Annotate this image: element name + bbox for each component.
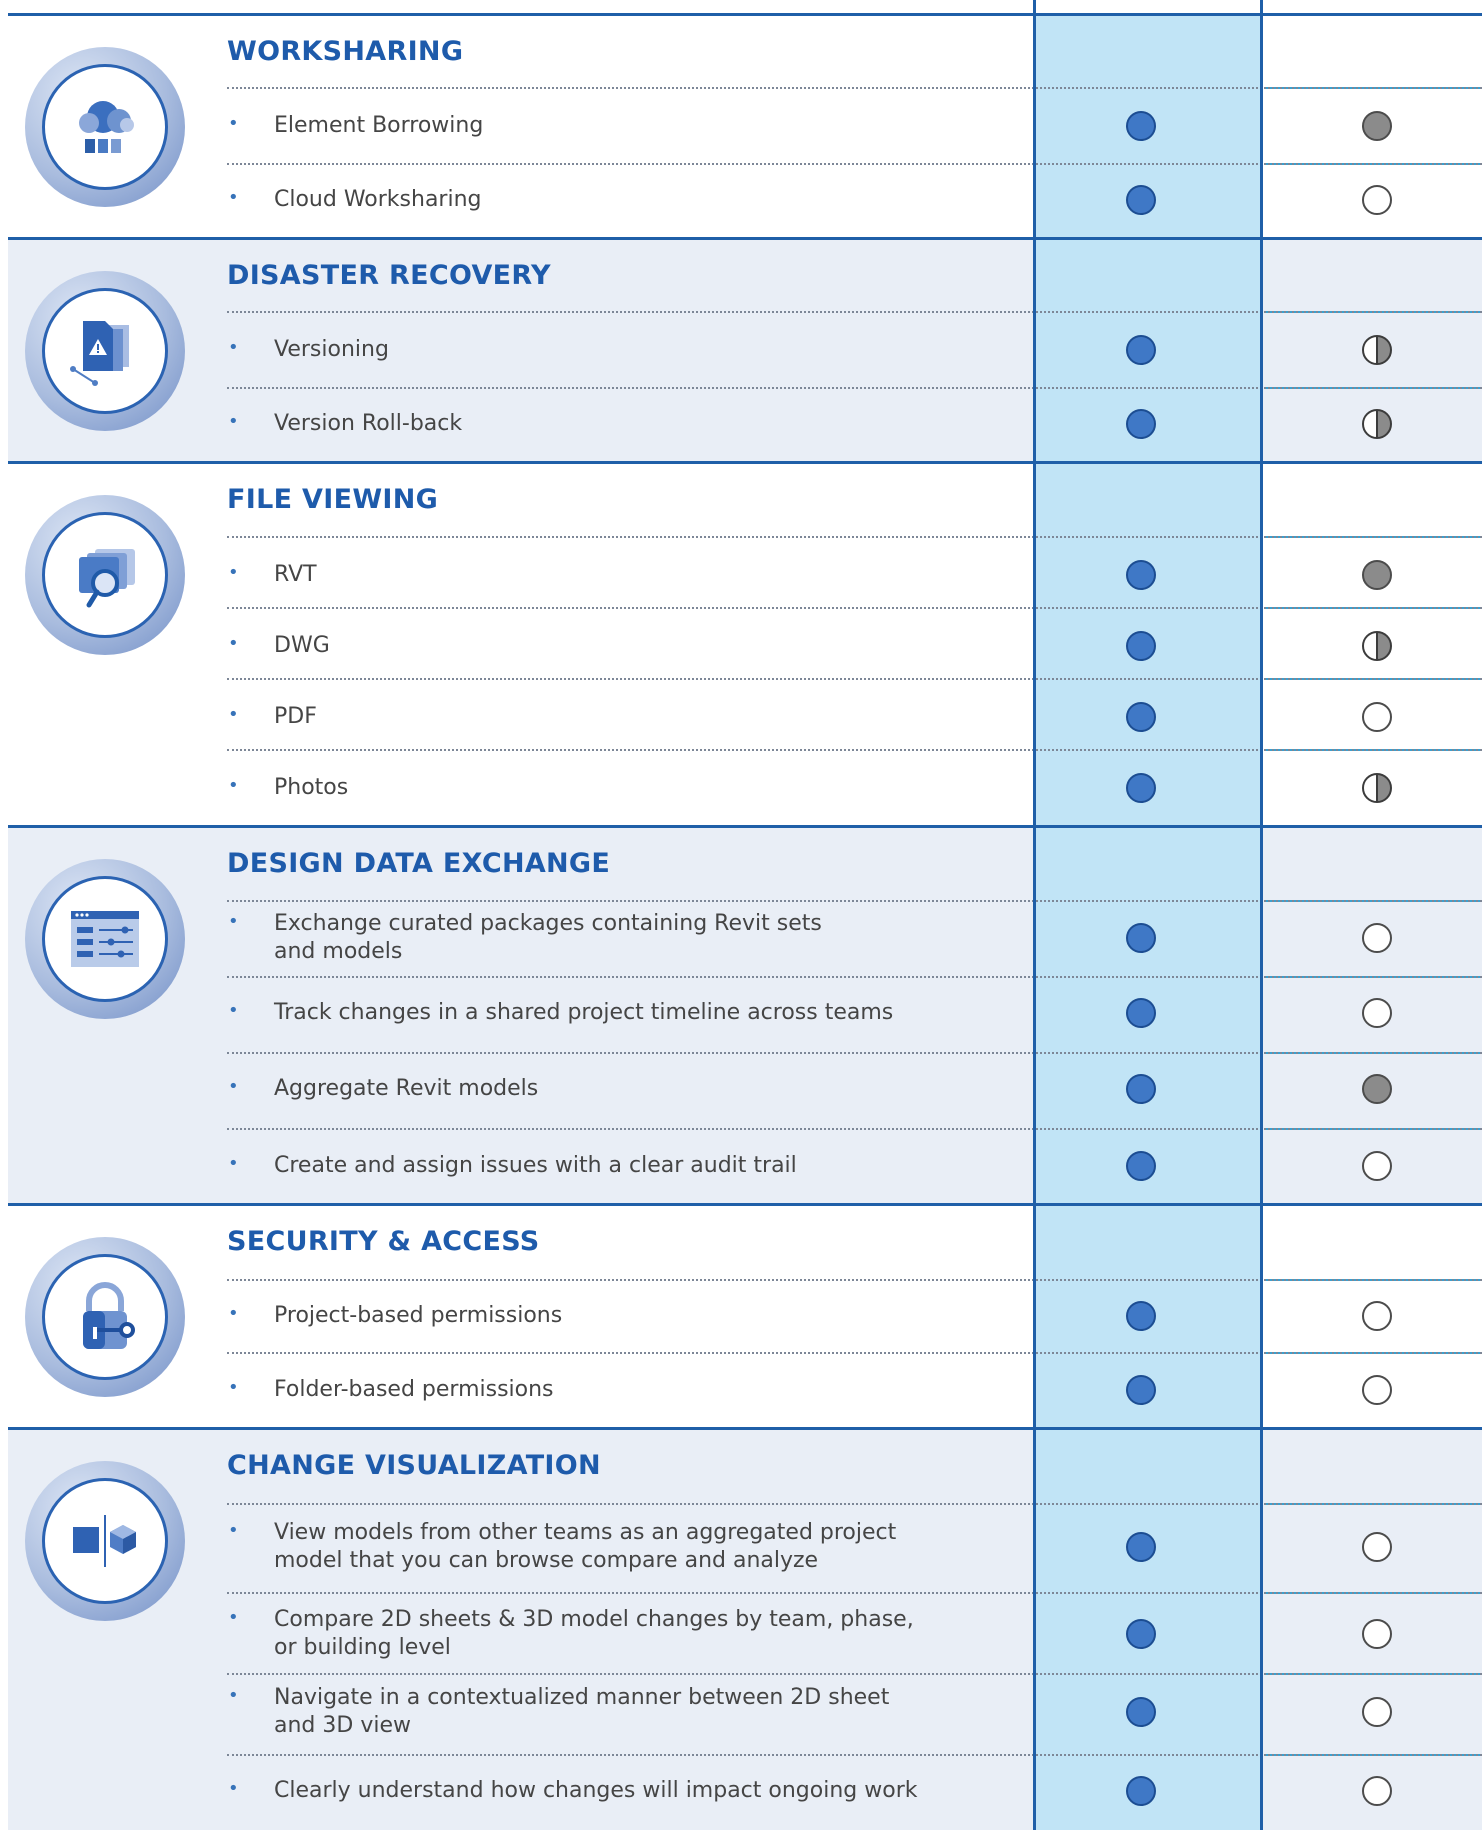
status-dot-col1 <box>1126 773 1156 803</box>
row-divider <box>227 1128 1482 1130</box>
row-bullet: • <box>228 113 239 134</box>
status-dot-col2-none <box>1362 185 1392 215</box>
status-dot-col1 <box>1126 923 1156 953</box>
row-divider <box>227 1592 1482 1594</box>
row-bullet: • <box>228 1377 239 1398</box>
section-title: DESIGN DATA EXCHANGE <box>227 848 611 879</box>
status-dot-col2-none <box>1362 1301 1392 1331</box>
feature-label: RVT <box>274 562 317 587</box>
row-bullet: • <box>228 1685 239 1706</box>
status-dot-col1 <box>1126 1697 1156 1727</box>
row-divider <box>227 311 1482 313</box>
feature-label: View models from other teams as an aggregated project model that you can browse compare and analyze <box>274 1520 897 1573</box>
row-bullet: • <box>228 633 239 654</box>
status-dot-col2-none <box>1362 998 1392 1028</box>
status-dot-col1 <box>1126 185 1156 215</box>
section-title: DISASTER RECOVERY <box>227 260 551 291</box>
row-bullet: • <box>228 1153 239 1174</box>
row-divider-highlight <box>1261 87 1482 89</box>
status-dot-col2-full <box>1362 560 1392 590</box>
row-divider-highlight <box>1261 1754 1482 1756</box>
status-dot-col1 <box>1126 1151 1156 1181</box>
row-divider-highlight <box>1261 1503 1482 1505</box>
row-divider-highlight <box>1261 1279 1482 1281</box>
row-divider <box>227 163 1482 165</box>
row-bullet: • <box>228 187 239 208</box>
feature-label: Track changes in a shared project timeline across teams <box>274 1000 894 1025</box>
section-icon-ring <box>42 64 168 190</box>
status-dot-col2-none <box>1362 1532 1392 1562</box>
row-bullet: • <box>228 1607 239 1628</box>
status-dot-col1 <box>1126 1375 1156 1405</box>
row-bullet: • <box>228 337 239 358</box>
feature-label: Exchange curated packages containing Revit sets and models <box>274 911 822 964</box>
section-title: FILE VIEWING <box>227 484 439 515</box>
status-dot-col1 <box>1126 409 1156 439</box>
row-bullet: • <box>228 1778 239 1799</box>
row-divider <box>227 87 1482 89</box>
status-dot-col1 <box>1126 1301 1156 1331</box>
row-divider-highlight <box>1261 311 1482 313</box>
row-bullet: • <box>228 1520 239 1541</box>
row-divider <box>227 900 1482 902</box>
section-title: CHANGE VISUALIZATION <box>227 1450 601 1481</box>
row-divider-highlight <box>1261 607 1482 609</box>
status-dot-col2-none <box>1362 1776 1392 1806</box>
row-divider <box>227 1503 1482 1505</box>
section-icon-badge <box>25 1237 185 1397</box>
row-divider <box>227 1052 1482 1054</box>
feature-label: Project-based permissions <box>274 1303 563 1328</box>
row-bullet: • <box>228 775 239 796</box>
feature-label: DWG <box>274 633 330 658</box>
row-bullet: • <box>228 704 239 725</box>
row-bullet: • <box>228 1303 239 1324</box>
section-title: SECURITY & ACCESS <box>227 1226 540 1257</box>
status-dot-col1 <box>1126 702 1156 732</box>
feature-label: Cloud Worksharing <box>274 187 482 212</box>
row-divider-highlight <box>1261 1052 1482 1054</box>
status-dot-col2-partial <box>1362 409 1392 439</box>
row-divider <box>227 536 1482 538</box>
status-dot-col1 <box>1126 1776 1156 1806</box>
row-divider-highlight <box>1261 900 1482 902</box>
row-divider-highlight <box>1261 749 1482 751</box>
section-icon-ring <box>42 288 168 414</box>
row-divider-highlight <box>1261 1673 1482 1675</box>
status-dot-col1 <box>1126 1619 1156 1649</box>
status-dot-col2-none <box>1362 1697 1392 1727</box>
status-dot-col2-full <box>1362 111 1392 141</box>
row-divider-highlight <box>1261 1592 1482 1594</box>
status-dot-col1 <box>1126 335 1156 365</box>
section-icon-badge <box>25 271 185 431</box>
status-dot-col2-full <box>1362 1074 1392 1104</box>
row-divider-highlight <box>1261 678 1482 680</box>
row-bullet: • <box>228 1000 239 1021</box>
section-icon-ring <box>42 1254 168 1380</box>
column-rule <box>1260 0 1263 1830</box>
feature-label: Navigate in a contextualized manner between 2D sheet and 3D view <box>274 1685 890 1738</box>
row-divider-highlight <box>1261 1128 1482 1130</box>
row-bullet: • <box>228 411 239 432</box>
row-divider <box>227 387 1482 389</box>
section-title: WORKSHARING <box>227 36 464 67</box>
feature-label: Clearly understand how changes will impact ongoing work <box>274 1778 918 1803</box>
row-divider <box>227 1352 1482 1354</box>
status-dot-col2-none <box>1362 923 1392 953</box>
row-divider <box>227 1673 1482 1675</box>
status-dot-col1 <box>1126 998 1156 1028</box>
status-dot-col2-none <box>1362 1151 1392 1181</box>
feature-label: Create and assign issues with a clear audit trail <box>274 1153 797 1178</box>
status-dot-col2-partial <box>1362 773 1392 803</box>
row-divider-highlight <box>1261 387 1482 389</box>
status-dot-col1 <box>1126 1074 1156 1104</box>
feature-label: Folder-based permissions <box>274 1377 554 1402</box>
feature-label: Compare 2D sheets & 3D model changes by team, phase, or building level <box>274 1607 914 1660</box>
section-icon-badge <box>25 859 185 1019</box>
row-divider-highlight <box>1261 1352 1482 1354</box>
feature-label: Element Borrowing <box>274 113 484 138</box>
row-divider <box>227 1279 1482 1281</box>
feature-label: Aggregate Revit models <box>274 1076 539 1101</box>
status-dot-col2-none <box>1362 1619 1392 1649</box>
feature-label: Photos <box>274 775 349 800</box>
section-icon-ring <box>42 876 168 1002</box>
status-dot-col1 <box>1126 1532 1156 1562</box>
status-dot-col2-none <box>1362 1375 1392 1405</box>
status-dot-col2-partial <box>1362 335 1392 365</box>
row-divider-highlight <box>1261 976 1482 978</box>
row-divider <box>227 749 1482 751</box>
column-rule <box>1033 0 1036 1830</box>
row-bullet: • <box>228 1076 239 1097</box>
feature-label: Version Roll-back <box>274 411 463 436</box>
row-bullet: • <box>228 562 239 583</box>
section-icon-badge <box>25 1461 185 1621</box>
row-divider-highlight <box>1261 536 1482 538</box>
status-dot-col1 <box>1126 111 1156 141</box>
row-divider <box>227 1754 1482 1756</box>
status-dot-col1 <box>1126 560 1156 590</box>
status-dot-col1 <box>1126 631 1156 661</box>
row-bullet: • <box>228 911 239 932</box>
feature-label: PDF <box>274 704 317 729</box>
section-icon-ring <box>42 1478 168 1604</box>
status-dot-col2-none <box>1362 702 1392 732</box>
row-divider <box>227 976 1482 978</box>
row-divider <box>227 607 1482 609</box>
feature-label: Versioning <box>274 337 389 362</box>
section-icon-ring <box>42 512 168 638</box>
section-icon-badge <box>25 495 185 655</box>
row-divider-highlight <box>1261 163 1482 165</box>
status-dot-col2-partial <box>1362 631 1392 661</box>
section-icon-badge <box>25 47 185 207</box>
row-divider <box>227 678 1482 680</box>
